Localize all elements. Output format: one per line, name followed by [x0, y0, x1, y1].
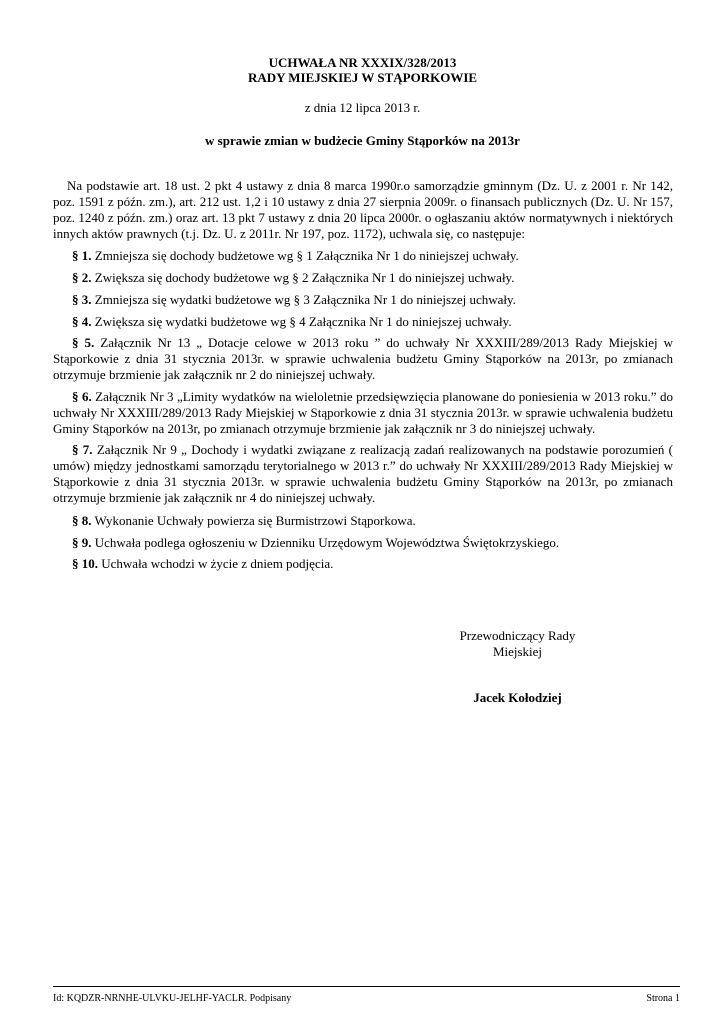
section-9: [53, 535, 673, 551]
section-text: Załącznik Nr 3 „Limity wydatków na wieloletnie przedsięwzięcia planowane do poniesienia w 2013 roku.” do uchwały Nr XXXIII/289/2013 Rady Miejskiej w Stąporkowie z dnia 31 stycznia 2013r. w sprawie uchwalenia budżetu Gminy Stąporków na 2013r, po zmianach otrzymuje brzmienie jak załącznik nr 3 do niniejszej uchwały.: [53, 389, 674, 436]
resolution-date: z dnia 12 lipca 2013 r.: [304, 100, 421, 115]
section-number: § 2.: [72, 270, 92, 285]
section-number: § 6.: [72, 389, 92, 404]
section-3: [53, 292, 673, 308]
section-text: Uchwała podlega ogłoszeniu w Dzienniku Urzędowym Województwa Świętokrzyskiego.: [94, 535, 560, 550]
section-7: [53, 442, 673, 506]
preamble-block: [53, 178, 673, 242]
section-text: Zmniejsza się dochody budżetowe wg § 1 Załącznika Nr 1 do niniejszej uchwały.: [94, 248, 519, 263]
preamble: Na podstawie art. 18 ust. 2 pkt 4 ustawy z dnia 8 marca 1990r.o samorządzie gminnym (Dz. U. z 2001 r. Nr 142, poz. 1591 z późn. zm.), art. 212 ust. 1,2 i 10 ustawy z dnia 27 sierpnia 2009r. o finansach publicznych (Dz. U. Nr 157, poz. 1240 z późn. zm.) oraz art. 13 pkt 7 ustawy z dnia 20 lipca 2000r. o ogłaszaniu aktów normatywnych i niektórych innych aktów prawnych (t.j. Dz. U. z 2011r. Nr 197, poz. 1172), uchwala się, co następuje:: [53, 178, 673, 241]
section-text: Załącznik Nr 9 „ Dochody i wydatki związane z realizacją zadań realizowanych na podstawie porozumień ( umów) między jednostkami samorządu terytorialnego w 2013 r.” do uchwały Nr XXXIII/289/2013 Rady Miejskiej w Stąporkowie z dnia 31 stycznia 2013r. w sprawie uchwalenia budżetu Gminy Stąporków na 2013r, po zmianach otrzymuje brzmienie jak załącznik nr 4 do niniejszej uchwały.: [53, 442, 674, 505]
section-5: [53, 335, 673, 383]
section-10: [53, 556, 673, 572]
section-text: Wykonanie Uchwały powierza się Burmistrzowi Stąporkowa.: [94, 513, 416, 528]
section-number: § 4.: [72, 314, 92, 329]
page-number: Strona 1: [646, 993, 680, 1004]
section-number: § 1.: [72, 248, 92, 263]
section-text: Uchwała wchodzi w życie z dniem podjęcia.: [101, 556, 334, 571]
section-text: Zmniejsza się wydatki budżetowe wg § 3 Załącznika Nr 1 do niniejszej uchwały.: [94, 292, 516, 307]
section-8: [53, 513, 673, 529]
section-text: Zwiększa się wydatki budżetowe wg § 4 Załącznika Nr 1 do niniejszej uchwały.: [94, 314, 512, 329]
council-name: RADY MIEJSKIEJ W STĄPORKOWIE: [247, 70, 478, 85]
section-1: [53, 248, 673, 264]
signatory-name: Jacek Kołodziej: [473, 690, 562, 705]
footer-divider: [53, 986, 680, 987]
section-text: Załącznik Nr 13 „ Dotacje celowe w 2013 roku ” do uchwały Nr XXXIII/289/2013 Rady Miejskiej w Stąporkowie z dnia 31 stycznia 2013r. w sprawie uchwalenia budżetu Gminy Stąporków na 2013r, po zmianach otrzymuje brzmienie jak załącznik nr 2 do niniejszej uchwały.: [53, 335, 673, 382]
resolution-subject: w sprawie zmian w budżecie Gminy Stąporków na 2013r: [205, 133, 520, 148]
section-number: § 8.: [72, 513, 92, 528]
resolution-title: UCHWAŁA NR XXXIX/328/2013: [268, 55, 457, 70]
document-id: Id: KQDZR-NRNHE-ULVKU-JELHF-YACLR. Podpisany: [53, 993, 292, 1004]
section-text: Zwiększa się dochody budżetowe wg § 2 Załącznika Nr 1 do niniejszej uchwały.: [94, 270, 515, 285]
section-number: § 3.: [72, 292, 92, 307]
section-number: § 5.: [72, 335, 95, 350]
section-number: § 9.: [72, 535, 92, 550]
section-number: § 7.: [72, 442, 93, 457]
section-number: § 10.: [72, 556, 98, 571]
section-2: [53, 270, 673, 286]
signature-role-line2: Miejskiej: [492, 644, 543, 659]
section-6: [53, 389, 673, 437]
signature-role-line1: Przewodniczący Rady: [459, 628, 576, 643]
section-4: [53, 314, 673, 330]
